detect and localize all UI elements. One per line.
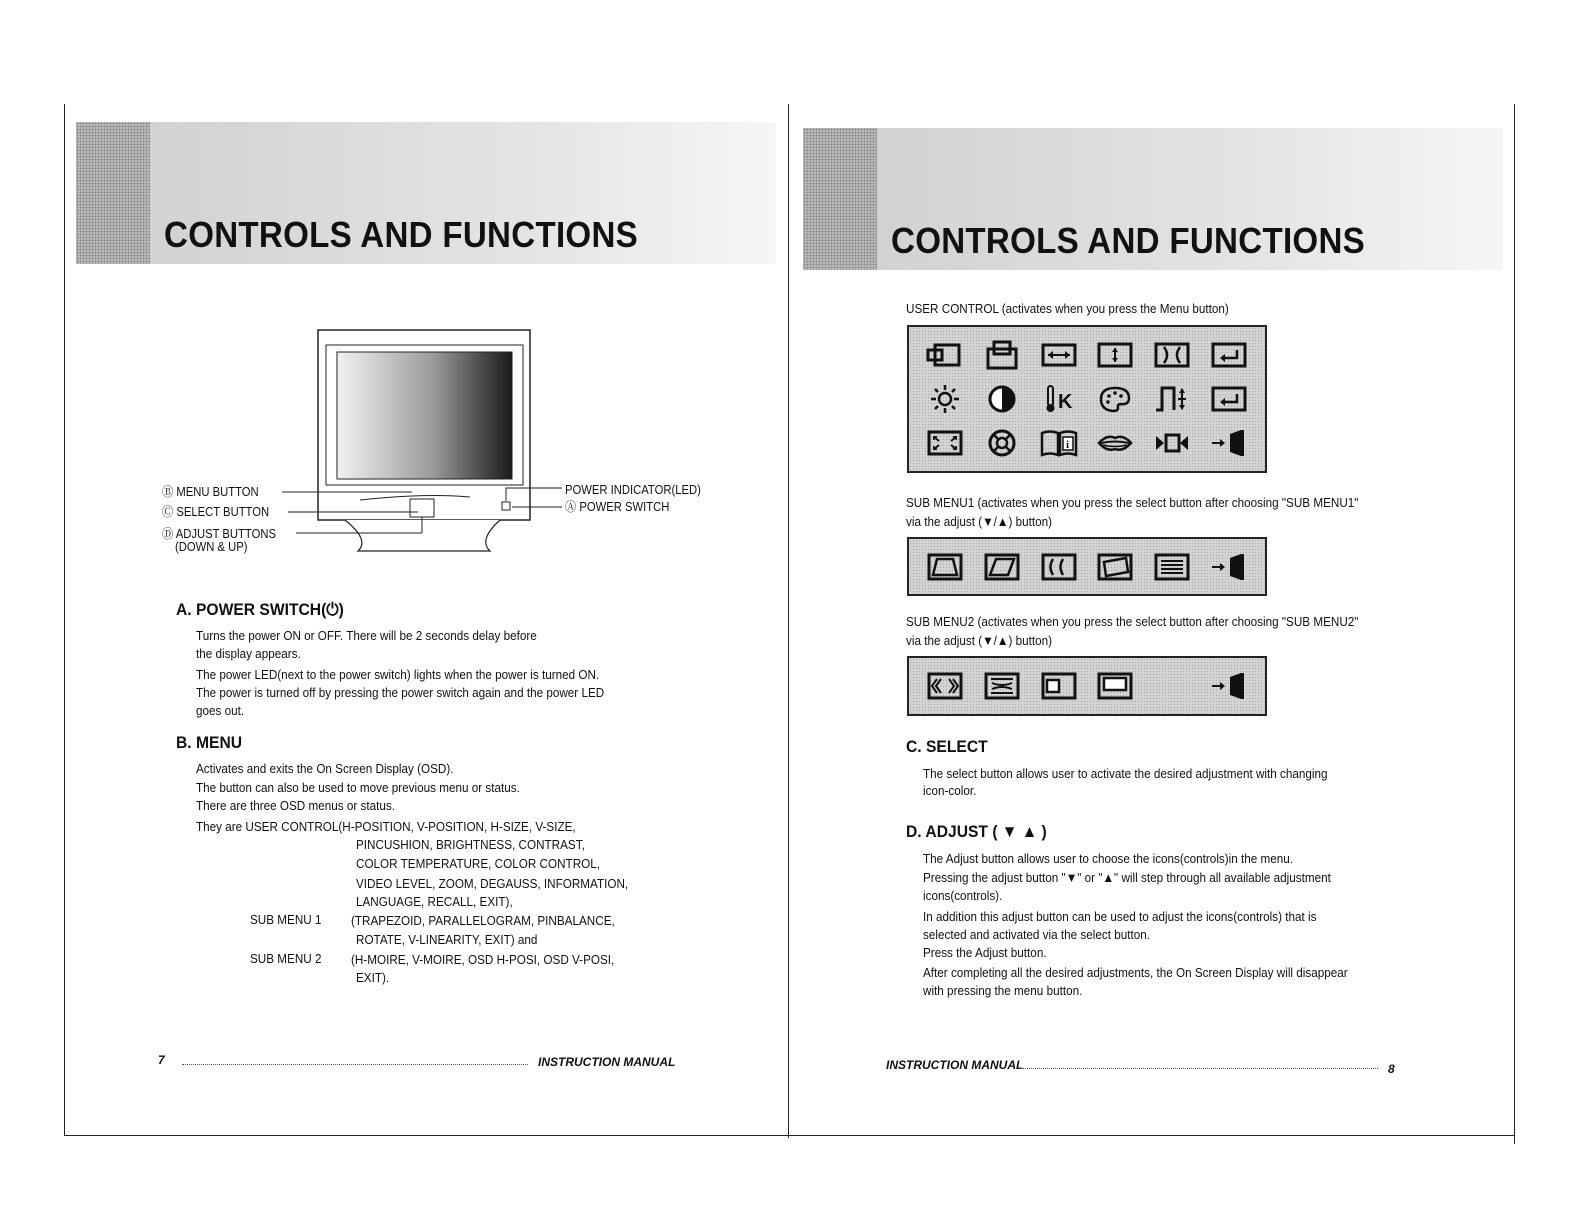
information-icon [1030, 421, 1087, 465]
section-a-line-3: The power LED(next to the power switch) lights when the power is turned ON. [196, 667, 600, 682]
section-a-heading: A. POWER SWITCH(⏻) [176, 600, 344, 619]
osd-h-posi-icon [1030, 664, 1087, 708]
submenu-enter-icon [1200, 333, 1257, 377]
section-d-line-8: with pressing the menu button. [923, 983, 1083, 998]
page-title: CONTROLS AND FUNCTIONS [891, 220, 1366, 261]
brightness-icon [917, 377, 974, 421]
left-page-left-rule [64, 104, 65, 1136]
rotate-icon [1087, 545, 1144, 588]
sub-menu-2-line-2: EXIT). [356, 970, 390, 985]
h-size-icon [1030, 333, 1087, 377]
recall-icon [1144, 421, 1201, 465]
section-d-line-5: selected and activated via the select button. [923, 927, 1150, 942]
color-temperature-icon [1030, 377, 1087, 421]
banner-dark-stripe [76, 122, 150, 264]
monitor-screen [337, 352, 512, 479]
banner-dark-stripe [803, 128, 877, 270]
sub-menu-2-line-1: (H-MOIRE, V-MOIRE, OSD H-POSI, OSD V-POSI, [351, 952, 615, 967]
sub-menu2-caption-2: via the adjust (▼/▲) button) [906, 633, 1053, 648]
footer-label: INSTRUCTION MANUAL [538, 1055, 676, 1069]
zoom-icon [917, 421, 974, 465]
parallelogram-icon [974, 545, 1031, 588]
section-c-line-1: The select button allows user to activate the desired adjustment with changing [923, 766, 1328, 781]
menu-button-callout: Ⓑ MENU BUTTON [162, 485, 259, 499]
exit-icon [1200, 545, 1257, 588]
section-b-heading: B. MENU [176, 733, 243, 752]
section-d-line-1: The Adjust button allows user to choose the icons(controls)in the menu. [923, 851, 1294, 866]
spine-rule [788, 104, 789, 1138]
user-control-cont-1: PINCUSHION, BRIGHTNESS, CONTRAST, [356, 837, 585, 852]
section-d-line-4: In addition this adjust button can be used to adjust the icons(controls) that is [923, 909, 1317, 924]
sub-menu1-icon-panel [907, 537, 1267, 596]
v-moire-icon [974, 664, 1031, 708]
exit-icon [1200, 664, 1257, 708]
footer-leader-dots [1020, 1068, 1378, 1069]
video-level-icon [1144, 377, 1201, 421]
pinbalance-icon [1030, 545, 1087, 588]
page-number: 8 [1388, 1062, 1395, 1076]
power-switch-box [502, 502, 510, 510]
h-position-icon [917, 333, 974, 377]
control-buttons [410, 499, 434, 517]
v-linearity-icon [1144, 545, 1201, 588]
section-d-line-3: icons(controls). [923, 888, 1003, 903]
power-indicator-callout: POWER INDICATOR(LED) [565, 483, 701, 497]
section-d-heading: D. ADJUST ( ▼ ▲ ) [906, 822, 1047, 841]
sub-menu2-caption-1: SUB MENU2 (activates when you press the select button after choosing "SUB MENU2" [906, 614, 1359, 629]
bottom-rule [64, 1135, 1515, 1136]
section-b-line-1: Activates and exits the On Screen Display (OSD). [196, 761, 454, 776]
page-number: 7 [158, 1053, 165, 1067]
section-d-line-6: Press the Adjust button. [923, 945, 1047, 960]
language-icon [1087, 421, 1144, 465]
sub-menu2-icon-panel [907, 656, 1267, 716]
v-position-icon [974, 333, 1031, 377]
h-moire-icon [917, 664, 974, 708]
user-control-icon-panel [907, 325, 1267, 473]
osd-v-posi-icon [1087, 664, 1144, 708]
section-b-line-2: The button can also be used to move previous menu or status. [196, 780, 520, 795]
degauss-icon [974, 421, 1031, 465]
sub-menu-1-label: SUB MENU 1 [250, 912, 322, 927]
user-control-caption: USER CONTROL (activates when you press the Menu button) [906, 301, 1229, 316]
right-title-banner [803, 128, 1503, 270]
footer-leader-dots [182, 1064, 528, 1065]
select-button-callout: Ⓒ SELECT BUTTON [162, 505, 270, 519]
section-c-line-2: icon-color. [923, 783, 977, 798]
footer-label: INSTRUCTION MANUAL [886, 1058, 1024, 1072]
sub-menu-1-line-2: ROTATE, V-LINEARITY, EXIT) and [356, 932, 538, 947]
sub-menu1-caption-1: SUB MENU1 (activates when you press the select button after choosing "SUB MENU1" [906, 495, 1359, 510]
section-b-line-4: They are USER CONTROL(H-POSITION, V-POSITION, H-SIZE, V-SIZE, [196, 819, 576, 834]
page-title: CONTROLS AND FUNCTIONS [164, 214, 639, 255]
user-control-cont-2: COLOR TEMPERATURE, COLOR CONTROL, [356, 856, 600, 871]
section-d-line-2: Pressing the adjust button "▼" or "▲" will step through all available adjustment [923, 870, 1331, 885]
user-control-cont-4: LANGUAGE, RECALL, EXIT), [356, 894, 513, 909]
power-switch-callout: Ⓐ POWER SWITCH [565, 500, 670, 514]
pincushion-icon [1144, 333, 1201, 377]
trapezoid-icon [917, 545, 974, 588]
user-control-cont-3: VIDEO LEVEL, ZOOM, DEGAUSS, INFORMATION, [356, 876, 629, 891]
section-a-line-2: the display appears. [196, 646, 301, 661]
section-b-line-3: There are three OSD menus or status. [196, 798, 395, 813]
svg-text:i: i [1065, 439, 1069, 451]
right-page-right-rule [1514, 104, 1515, 1144]
empty-cell [1144, 664, 1201, 708]
section-a-line-5: goes out. [196, 703, 245, 718]
v-size-icon [1087, 333, 1144, 377]
section-a-line-4: The power is turned off by pressing the power switch again and the power LED [196, 685, 605, 700]
exit-icon [1200, 421, 1257, 465]
submenu-enter-icon [1200, 377, 1257, 421]
sub-menu-1-line-1: (TRAPEZOID, PARALLELOGRAM, PINBALANCE, [351, 913, 615, 928]
sub-menu-2-label: SUB MENU 2 [250, 951, 322, 966]
section-a-line-1: Turns the power ON or OFF. There will be 2 seconds delay before [196, 628, 537, 643]
left-title-banner [76, 122, 776, 264]
color-control-icon [1087, 377, 1144, 421]
contrast-icon [974, 377, 1031, 421]
adjust-buttons-callout-sub: (DOWN & UP) [175, 540, 248, 554]
adjust-buttons-callout: Ⓓ ADJUST BUTTONS [162, 527, 276, 541]
section-d-line-7: After completing all the desired adjustments, the On Screen Display will disappear [923, 965, 1348, 980]
sub-menu1-caption-2: via the adjust (▼/▲) button) [906, 514, 1053, 529]
svg-text:K: K [1057, 391, 1073, 413]
section-c-heading: C. SELECT [906, 737, 988, 756]
